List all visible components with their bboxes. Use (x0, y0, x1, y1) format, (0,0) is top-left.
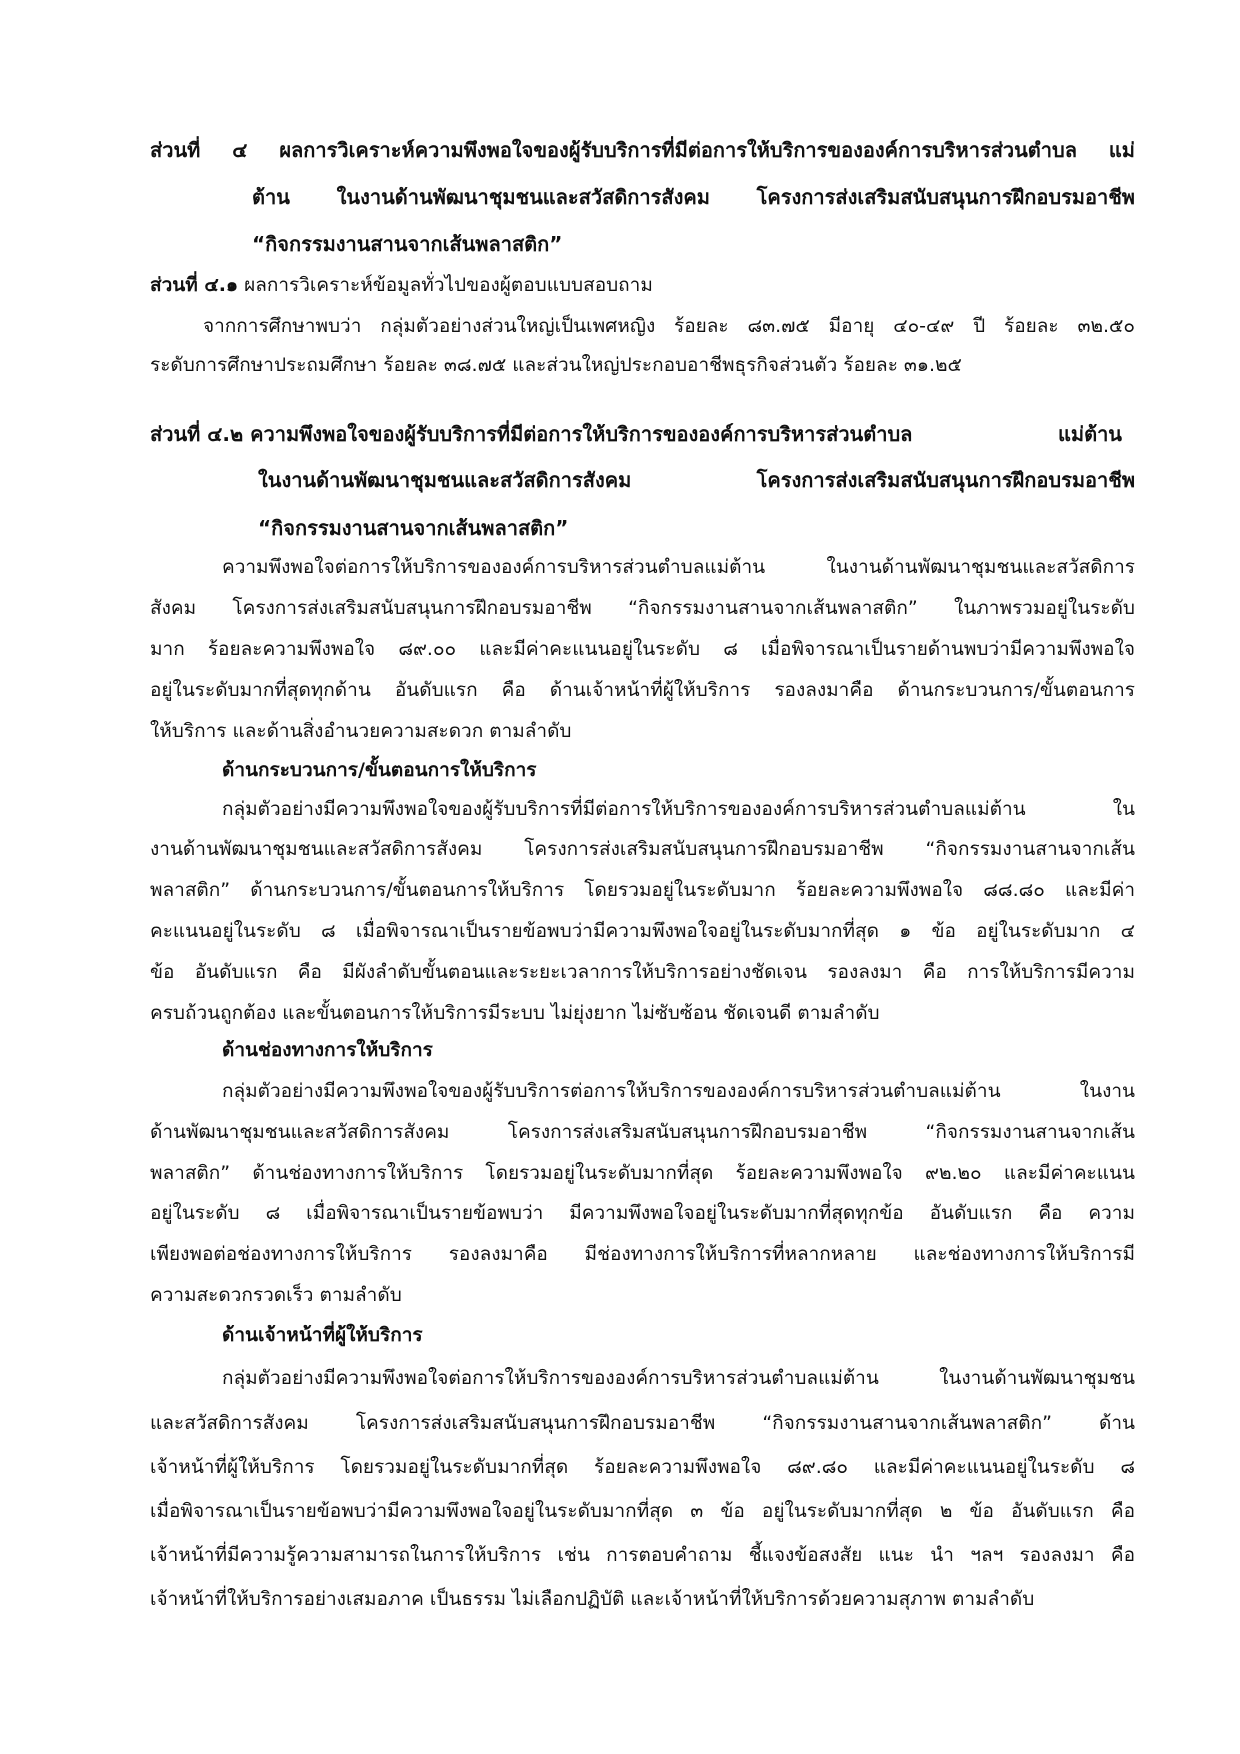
process-paragraph-line-6: ครบถ้วนถูกต้อง และขั้นตอนการให้บริการมีระบบ ไม่ยุ่งยาก ไม่ซับซ้อน ชัดเจนดี ตามลำดับ (150, 1002, 880, 1024)
process-paragraph-line-3: พลาสติก” ด้านกระบวนการ/ขั้นตอนการให้บริการ โดยรวมอยู่ในระดับมาก ร้อยละความพึงพอใจ ๘๘.๘๐ และมีค่า (150, 879, 1135, 901)
staff-paragraph-line-1: กลุ่มตัวอย่างมีความพึงพอใจต่อการให้บริการขององค์การบริหารส่วนตำบลแม่ต้าน ในงานด้านพัฒนาชุมชน (222, 1367, 1135, 1389)
overview-paragraph-line-5: ให้บริการ และด้านสิ่งอำนวยความสะดวก ตามลำดับ (150, 720, 572, 742)
section-4-2-heading-line-3: “กิจกรรมงานสานจากเส้นพลาสติก” (258, 516, 569, 540)
process-heading: ด้านกระบวนการ/ขั้นตอนการให้บริการ (222, 759, 537, 781)
channel-paragraph-line-6: ความสะดวกรวดเร็ว ตามลำดับ (150, 1284, 402, 1306)
process-paragraph-line-2: งานด้านพัฒนาชุมชนและสวัสดิการสังคม โครงการส่งเสริมสนับสนุนการฝึกอบรมอาชีพ “กิจกรรมงานสานจากเส้น (150, 838, 1135, 860)
overview-paragraph-line-2: สังคม โครงการส่งเสริมสนับสนุนการฝึกอบรมอาชีพ “กิจกรรมงานสานจากเส้นพลาสติก” ในภาพรวมอยู่ในระดับ (150, 597, 1135, 619)
process-paragraph-line-5: ข้อ อันดับแรก คือ มีผังลำดับขั้นตอนและระยะเวลาการให้บริการอย่างชัดเจน รองลงมา คือ การให้บริการมีความ (150, 961, 1135, 983)
overview-paragraph-line-3: มาก ร้อยละความพึงพอใจ ๘๙.๐๐ และมีค่าคะแนนอยู่ในระดับ ๘ เมื่อพิจารณาเป็นรายด้านพบว่ามีความพึงพอใจ (150, 638, 1135, 660)
channel-paragraph-line-1: กลุ่มตัวอย่างมีความพึงพอใจของผู้รับบริการต่อการให้บริการขององค์การบริหารส่วนตำบลแม่ต้าน ในงาน (222, 1080, 1135, 1102)
staff-paragraph-line-6: เจ้าหน้าที่ให้บริการอย่างเสมอภาค เป็นธรรม ไม่เลือกปฏิบัติ และเจ้าหน้าที่ให้บริการด้วยความสุภาพ ตามลำดับ (150, 1588, 1035, 1610)
section-4-2-heading-line-1: ส่วนที่ ๔.๒ ความพึงพอใจของผู้รับบริการที่มีต่อการให้บริการขององค์การบริหารส่วนตำบล (150, 422, 913, 446)
overview-paragraph-line-4: อยู่ในระดับมากที่สุดทุกด้าน อันดับแรก คือ ด้านเจ้าหน้าที่ผู้ให้บริการ รองลงมาคือ ด้านกระบวนการ/ขั้นตอนการ (150, 679, 1135, 701)
section-4-heading-line-2: ต้าน ในงานด้านพัฒนาชุมชนและสวัสดิการสังคม โครงการส่งเสริมสนับสนุนการฝึกอบรมอาชีพ (252, 185, 1135, 209)
process-paragraph-line-1: กลุ่มตัวอย่างมีความพึงพอใจของผู้รับบริการที่มีต่อการให้บริการขององค์การบริหารส่วนตำบลแม่ต้าน ใน (222, 798, 1135, 820)
section-4-heading-line-1: ส่วนที่ ๔ ผลการวิเคราะห์ความพึงพอใจของผู้รับบริการที่มีต่อการให้บริการขององค์การบริหารส่วนตำบล แม่ (150, 138, 1135, 162)
section-4-1-paragraph-line-2: ระดับการศึกษาประถมศึกษา ร้อยละ ๓๘.๗๕ และส่วนใหญ่ประกอบอาชีพธุรกิจส่วนตัว ร้อยละ ๓๑.๒๕ (150, 354, 962, 376)
channel-heading: ด้านช่องทางการให้บริการ (222, 1039, 433, 1061)
channel-paragraph-line-2: ด้านพัฒนาชุมชนและสวัสดิการสังคม โครงการส่งเสริมสนับสนุนการฝึกอบรมอาชีพ “กิจกรรมงานสานจากเส้น (150, 1121, 1135, 1143)
staff-heading: ด้านเจ้าหน้าที่ผู้ให้บริการ (222, 1324, 423, 1346)
section-4-2-heading-line-1-right: แม่ต้าน (1058, 422, 1122, 446)
channel-paragraph-line-3: พลาสติก” ด้านช่องทางการให้บริการ โดยรวมอยู่ในระดับมากที่สุด ร้อยละความพึงพอใจ ๙๒.๒๐ และมีค่าคะแนน (150, 1162, 1135, 1184)
overview-paragraph-line-1: ความพึงพอใจต่อการให้บริการขององค์การบริหารส่วนตำบลแม่ต้าน ในงานด้านพัฒนาชุมชนและสวัสดิการ (222, 556, 1135, 578)
section-4-1-paragraph-line-1: จากการศึกษาพบว่า กลุ่มตัวอย่างส่วนใหญ่เป็นเพศหญิง ร้อยละ ๘๓.๗๕ มีอายุ ๔๐-๔๙ ปี ร้อยละ ๓๒.๕๐ (203, 315, 1135, 337)
staff-paragraph-line-3: เจ้าหน้าที่ผู้ให้บริการ โดยรวมอยู่ในระดับมากที่สุด ร้อยละความพึงพอใจ ๘๙.๘๐ และมีค่าคะแนนอยู่ในระดับ ๘ (150, 1456, 1135, 1478)
channel-paragraph-line-4: อยู่ในระดับ ๘ เมื่อพิจารณาเป็นรายข้อพบว่า มีความพึงพอใจอยู่ในระดับมากที่สุดทุกข้อ อันดับแรก คือ ความ (150, 1202, 1135, 1224)
staff-paragraph-line-4: เมื่อพิจารณาเป็นรายข้อพบว่ามีความพึงพอใจอยู่ในระดับมากที่สุด ๓ ข้อ อยู่ในระดับมากที่สุด ๒ ข้อ อันดับแรก คือ (150, 1500, 1135, 1522)
section-4-2-heading-line-2: ในงานด้านพัฒนาชุมชนและสวัสดิการสังคม โครงการส่งเสริมสนับสนุนการฝึกอบรมอาชีพ (258, 468, 1135, 492)
section-4-1-heading (150, 270, 653, 300)
section-4-1-label: ส่วนที่ ๔.๑ (150, 274, 239, 296)
staff-paragraph-line-2: และสวัสดิการสังคม โครงการส่งเสริมสนับสนุนการฝึกอบรมอาชีพ “กิจกรรมงานสานจากเส้นพลาสติก” ด้าน (150, 1412, 1135, 1434)
staff-paragraph-line-5: เจ้าหน้าที่มีความรู้ความสามารถในการให้บริการ เช่น การตอบคำถาม ชี้แจงข้อสงสัย แนะ นำ ฯลฯ รองลงมา คือ (150, 1544, 1135, 1566)
process-paragraph-line-4: คะแนนอยู่ในระดับ ๘ เมื่อพิจารณาเป็นรายข้อพบว่ามีความพึงพอใจอยู่ในระดับมากที่สุด ๑ ข้อ อยู่ในระดับมาก ๔ (150, 920, 1135, 942)
section-4-1-title: ผลการวิเคราะห์ข้อมูลทั่วไปของผู้ตอบแบบสอบถาม (238, 274, 653, 296)
section-4-heading-line-3: “กิจกรรมงานสานจากเส้นพลาสติก” (252, 232, 563, 256)
channel-paragraph-line-5: เพียงพอต่อช่องทางการให้บริการ รองลงมาคือ มีช่องทางการให้บริการที่หลากหลาย และช่องทางการให้บริการมี (150, 1243, 1135, 1265)
